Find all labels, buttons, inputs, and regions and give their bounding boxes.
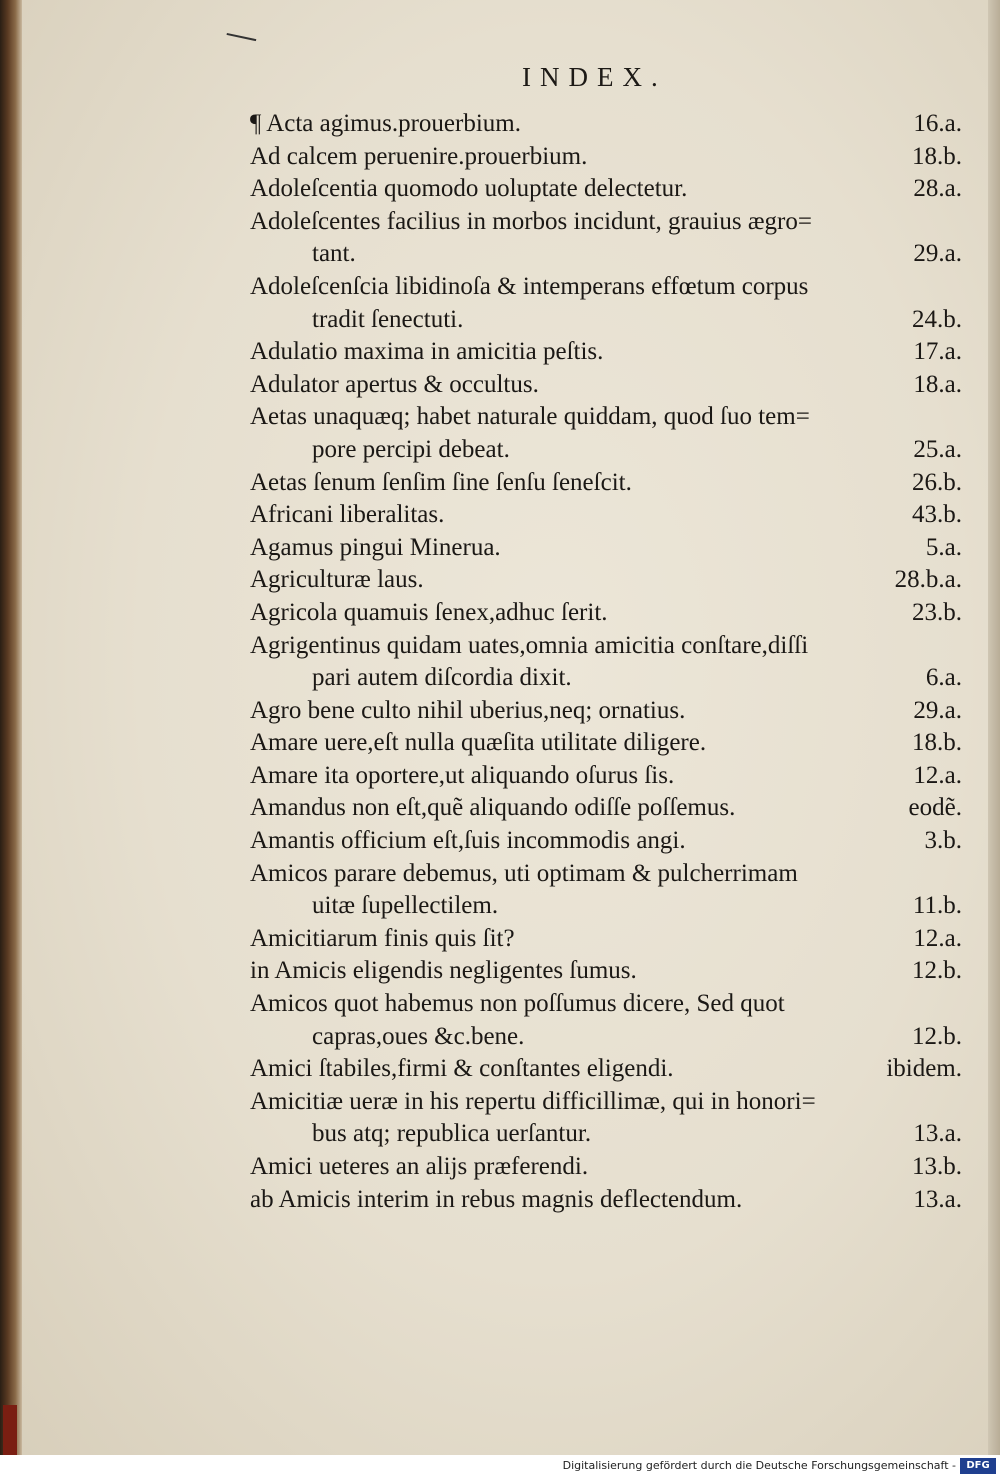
index-entry — [250, 499, 962, 532]
index-entry — [250, 173, 962, 206]
index-entry — [250, 271, 962, 304]
page-edge — [988, 0, 1000, 1455]
entry-text: Amare uere,eſt nulla quæſita utilitate diligere. — [250, 729, 707, 757]
entry-text: Agro bene culto nihil uberius,neq; ornatius. — [250, 696, 686, 724]
index-entry — [250, 597, 962, 630]
entry-reference: 5.a. — [925, 533, 962, 561]
index-entry — [250, 825, 962, 858]
entry-text: Adoleſcentia quomodo uoluptate delectetur. — [250, 175, 688, 203]
binding-ribbon — [3, 1405, 17, 1455]
book-binding — [0, 0, 22, 1455]
entry-reference: 28.a. — [913, 175, 962, 203]
entry-text: Aetas ſenum ſenſim ſine ſenſu ſeneſcit. — [250, 468, 632, 496]
entry-reference: 13.b. — [912, 1153, 962, 1180]
index-entry — [250, 988, 962, 1021]
index-entry — [250, 695, 962, 728]
entry-reference: eodẽ. — [908, 794, 962, 822]
entry-reference: 29.a. — [913, 696, 962, 724]
entry-text: Adulator apertus & occultus. — [250, 370, 539, 398]
entry-text: Amare ita oportere,ut aliquando oſurus ſis. — [250, 761, 675, 789]
index-entry — [250, 1151, 962, 1184]
index-entry — [250, 434, 962, 467]
index-entry — [250, 1118, 962, 1151]
index-entry — [250, 369, 962, 402]
entry-text: Amicitiarum finis quis ſit? — [250, 924, 515, 952]
index-entry — [250, 923, 962, 956]
entry-reference: 18.b. — [912, 142, 962, 170]
entry-text: Amandus non eſt,quẽ aliquando odiſſe poſſemus. — [250, 794, 736, 822]
entry-text: Amicos parare debemus, uti optimam & pulcherrimam — [250, 859, 798, 887]
entry-text: Amantis officium eſt,ſuis incommodis angi. — [250, 827, 686, 855]
entry-text: in Amicis eligendis negligentes ſumus. — [250, 957, 637, 985]
index-entry — [250, 238, 962, 271]
entry-reference: 18.b. — [912, 729, 962, 757]
index-entry — [250, 206, 962, 239]
index-entry — [250, 141, 962, 174]
index-entry — [250, 336, 962, 369]
entry-reference: 12.b. — [912, 1022, 962, 1050]
digitization-footer — [0, 1455, 1000, 1480]
index-entry — [250, 890, 962, 923]
entry-text: Africani liberalitas. — [250, 501, 445, 529]
index-entry — [250, 630, 962, 663]
entry-reference: 25.a. — [913, 435, 962, 463]
entry-text: Agamus pingui Minerua. — [250, 533, 501, 561]
entry-text: Amici ſtabiles,firmi & conſtantes eligendi. — [250, 1055, 674, 1083]
index-entries — [250, 108, 962, 1216]
entry-text: ¶ Acta agimus.prouerbium. — [250, 110, 521, 137]
index-entry — [250, 792, 962, 825]
entry-reference: 28.b.a. — [894, 566, 962, 594]
running-head: INDEX. — [522, 62, 667, 92]
index-entry — [250, 108, 962, 141]
entry-reference: 12.b. — [912, 957, 962, 985]
entry-reference: 23.b. — [912, 598, 962, 626]
entry-reference: 11.b. — [912, 892, 962, 920]
entry-text: Agrigentinus quidam uates,omnia amicitia conſtare,diſſi — [250, 631, 809, 659]
index-entry — [250, 401, 962, 434]
entry-reference: 12.a. — [913, 924, 962, 952]
entry-text: pore percipi debeat. — [312, 435, 510, 463]
entry-reference: 13.a. — [913, 1120, 962, 1148]
entry-text: Adoleſcentes facilius in morbos incidunt, grauius ægro= — [250, 207, 812, 235]
entry-text: bus atq; republica uerſantur. — [312, 1120, 592, 1148]
entry-text: Aetas unaquæq; habet naturale quiddam, quod ſuo tem= — [250, 403, 810, 431]
entry-text: Agricola quamuis ſenex,adhuc ſerit. — [250, 598, 608, 626]
entry-text: Agriculturæ laus. — [250, 566, 424, 594]
entry-reference: 24.b. — [912, 305, 962, 333]
entry-text: Amicos quot habemus non poſſumus dicere, Sed quot — [250, 990, 785, 1018]
entry-text: Adulatio maxima in amicitia peſtis. — [250, 338, 604, 366]
index-entry — [250, 1184, 962, 1217]
index-entry — [250, 1021, 962, 1054]
entry-reference: 18.a. — [913, 370, 962, 398]
index-entry — [250, 760, 962, 793]
entry-reference: ibidem. — [886, 1055, 962, 1083]
entry-text: Ad calcem peruenire.prouerbium. — [250, 142, 588, 170]
entry-text: ab Amicis interim in rebus magnis deflectendum. — [250, 1185, 743, 1213]
index-entry — [250, 304, 962, 337]
entry-text: capras,oues &c.bene. — [312, 1022, 525, 1050]
entry-text: pari autem diſcordia dixit. — [312, 664, 572, 692]
entry-text: uitæ ſupellectilem. — [312, 892, 499, 920]
dfg-logo: DFG — [960, 1458, 996, 1474]
entry-reference: 13.a. — [913, 1185, 962, 1213]
entry-text: Amici ueteres an alijs præferendi. — [250, 1153, 589, 1180]
entry-reference: 29.a. — [913, 240, 962, 268]
index-entry — [250, 1086, 962, 1119]
index-entry — [250, 564, 962, 597]
entry-text: Amicitiæ ueræ in his repertu difficillimæ, qui in honori= — [250, 1087, 816, 1115]
index-entry — [250, 727, 962, 760]
index-entry — [250, 858, 962, 891]
index-entry — [250, 955, 962, 988]
entry-reference: 16.a. — [913, 110, 962, 137]
entry-reference: 3.b. — [924, 827, 962, 855]
index-entry — [250, 662, 962, 695]
footer-credit: Digitalisierung gefördert durch die Deutsche Forschungsgemeinschaft - — [562, 1459, 956, 1472]
entry-text: tradit ſenectuti. — [312, 305, 464, 333]
index-entry — [250, 532, 962, 565]
index-entry — [250, 1053, 962, 1086]
index-entry — [250, 467, 962, 500]
entry-text: Adoleſcenſcia libidinoſa & intemperans effœtum corpus — [250, 272, 809, 300]
entry-text: tant. — [312, 240, 356, 268]
entry-reference: 6.a. — [925, 664, 962, 692]
entry-reference: 12.a. — [913, 761, 962, 789]
entry-reference: 17.a. — [913, 338, 962, 366]
entry-reference: 26.b. — [912, 468, 962, 496]
entry-reference: 43.b. — [912, 501, 962, 529]
